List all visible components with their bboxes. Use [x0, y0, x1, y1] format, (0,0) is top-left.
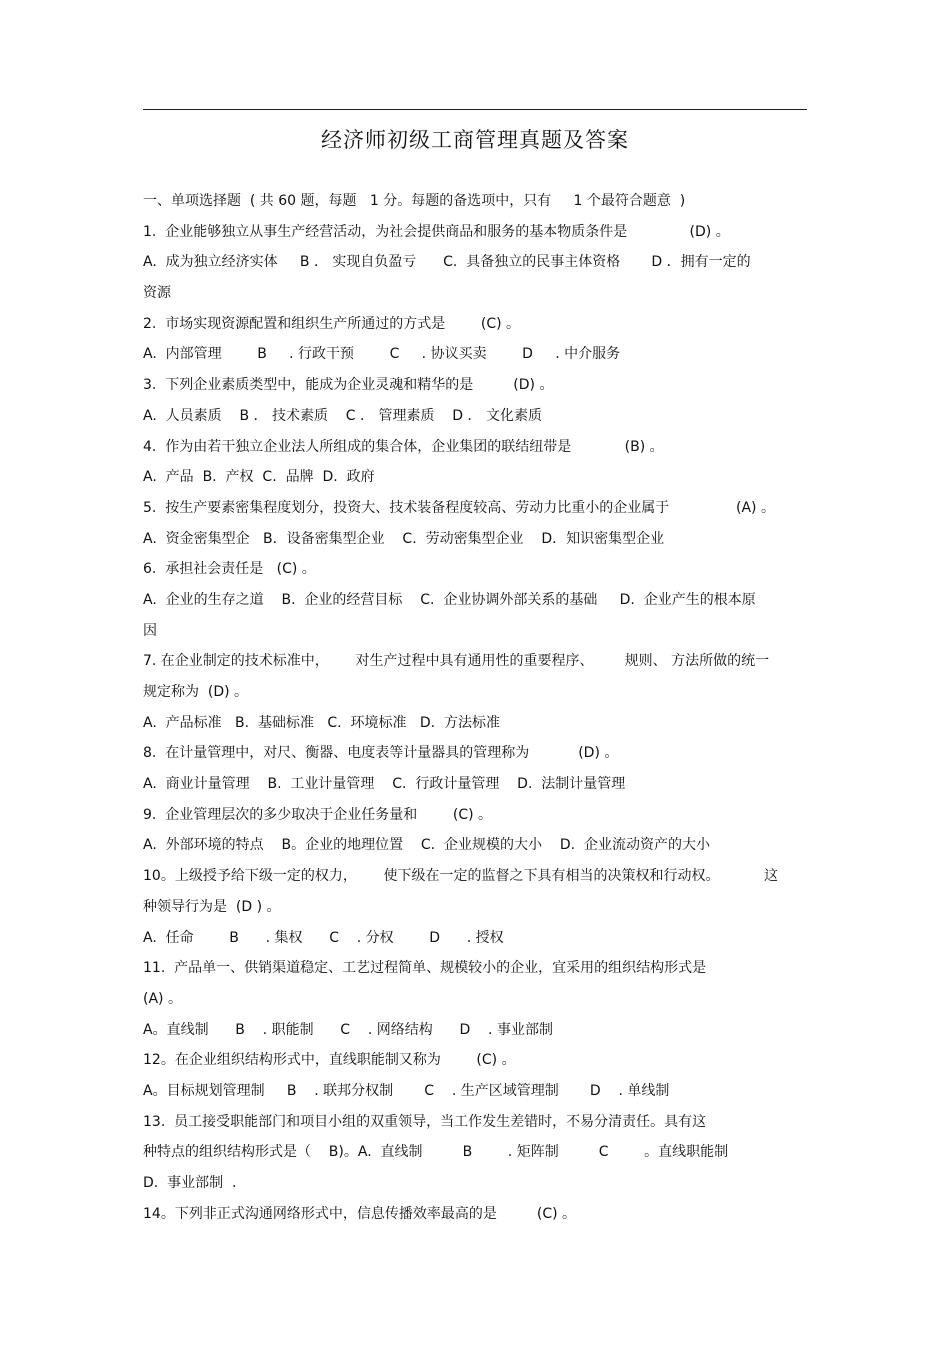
text-line: 2. 市场实现资源配置和组织生产所通过的方式是 (C) 。 [143, 315, 521, 332]
text-line: A. 任命 B . 集权 C . 分权 D . 授权 [143, 929, 504, 946]
text-line: 规定称为 (D) 。 [143, 684, 249, 700]
text-line: A. 商业计量管理 B. 工业计量管理 C. 行政计量管理 D. 法制计量管理 [143, 776, 626, 793]
text-line: 种特点的组织结构形式是（ B)。A. 直线制 B . 矩阵制 C 。直线职能制 [143, 1144, 729, 1161]
text-line: 7. 在企业制定的技术标准中， 对生产过程中具有通用性的重要程序、 规则、 方法所做的统一 [143, 653, 770, 670]
header-rule [143, 109, 807, 110]
text-line: 9. 企业管理层次的多少取决于企业任务量和 (C) 。 [143, 806, 493, 823]
text-line: A. 外部环境的特点 B。企业的地理位置 C. 企业规模的大小 D. 企业流动资产的大小 [143, 837, 710, 854]
text-line: D. 事业部制 . [143, 1175, 237, 1191]
text-line: 种领导行为是 (D ) 。 [143, 898, 281, 915]
text-line: A. 产品标准 B. 基础标准 C. 环境标准 D. 方法标准 [143, 714, 500, 731]
text-line: A. 企业的生存之道 B. 企业的经营目标 C. 企业协调外部关系的基础 D. 企业产生的根本原 [143, 591, 756, 608]
text-line: 13. 员工接受职能部门和项目小组的双重领导，当工作发生差错时，不易分清责任。具有这 [143, 1113, 707, 1130]
text-line: 5. 按生产要素密集程度划分，投资大、技术装备程度较高、劳动力比重小的企业属于 (A) 。 [143, 499, 775, 516]
text-line: A. 成为独立经济实体 B ． 实现自负盈亏 C. 具备独立的民事主体资格 D ．拥有一定的 [143, 254, 751, 271]
text-line: A. 内部管理 B . 行政干预 C . 协议买卖 D . 中介服务 [143, 346, 621, 363]
text-line: 8. 在计量管理中，对尺、衡器、电度表等计量器具的管理称为 (D) 。 [143, 745, 619, 762]
text-line: (A) 。 [143, 990, 182, 1007]
text-line: 11. 产品单一、供销渠道稳定、工艺过程简单、规模较小的企业，宜采用的组织结构形式是 [143, 960, 707, 977]
text-line: A。直线制 B . 职能制 C . 网络结构 D . 事业部制 [143, 1021, 553, 1038]
text-line: 4. 作为由若干独立企业法人所组成的集合体，企业集团的联结纽带是 (B) 。 [143, 438, 664, 455]
text-line: 12。在企业组织结构形式中，直线职能制又称为 (C) 。 [143, 1052, 516, 1069]
text-line: 因 [143, 622, 157, 639]
text-line: A. 资金密集型企 B．设备密集型企业 C. 劳动密集型企业 D．知识密集型企业 [143, 530, 665, 547]
text-line: A. 人员素质 B ． 技术素质 C ． 管理素质 D ． 文化素质 [143, 407, 542, 424]
text-line: 一、单项选择题 ( 共 60 题，每题 1 分。每题的备选项中，只有 1 个最符合题意 ) [143, 193, 686, 209]
document-body [143, 186, 807, 1229]
text-line: 3. 下列企业素质类型中，能成为企业灵魂和精华的是 (D) 。 [143, 377, 554, 394]
text-line: 14。下列非正式沟通网络形式中，信息传播效率最高的是 (C) 。 [143, 1205, 577, 1222]
text-line: 6. 承担社会责任是 (C) 。 [143, 561, 316, 578]
document-title: 经济师初级工商管理真题及答案 [321, 128, 629, 152]
text-line: 资源 [143, 285, 171, 302]
text-line: A。目标规划管理制 B . 联邦分权制 C . 生产区域管理制 D . 单线制 [143, 1082, 670, 1099]
text-line: 10。上级授予给下级一定的权力， 使下级在一定的监督之下具有相当的决策权和行动权。 这 [143, 868, 779, 885]
text-line: A. 产品 B. 产权 C. 品牌 D. 政府 [143, 469, 375, 486]
text-line: 1. 企业能够独立从事生产经营活动，为社会提供商品和服务的基本物质条件是 (D) 。 [143, 223, 730, 240]
